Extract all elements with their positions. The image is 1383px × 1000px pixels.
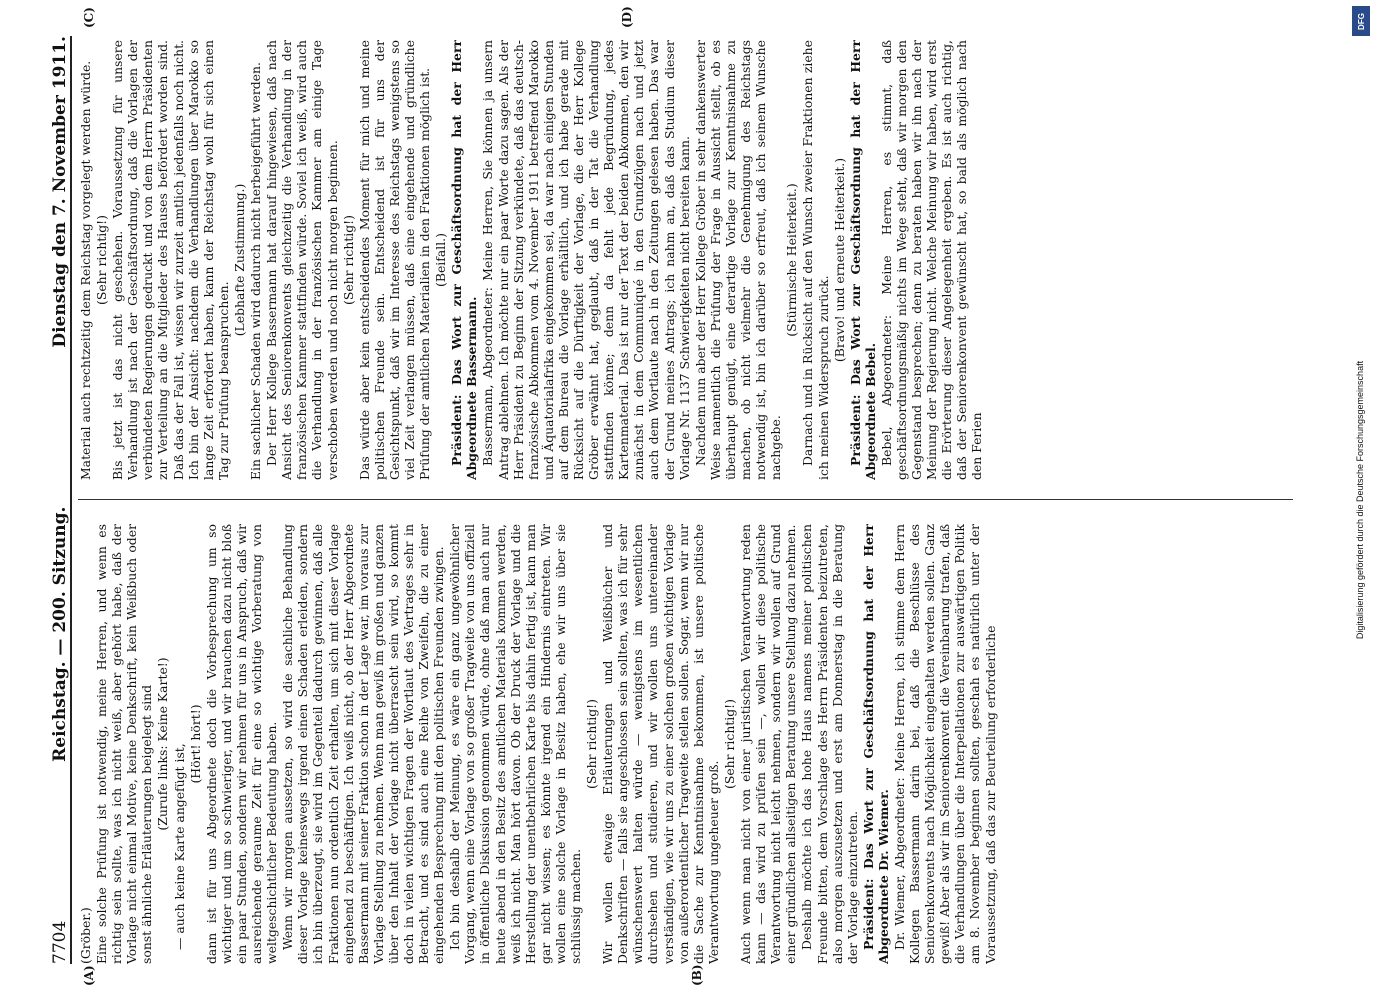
paragraph: (Beifall.) — [433, 233, 449, 287]
right-text-column — [78, 40, 1293, 480]
paragraph: Wir wollen etwaige Erläuterungen und Weißbücher und Denkschriften — falls sie angeschlossen sein sollten, was ich für sehr wünschenswert halten würde — wenigstens im wesentlichen durchsehen und studieren, und wir wollen uns untereinander verständigen, wie wir uns zu einer solchen großen wichtigen Vorlage von außerordentlicher Tragweite stellen sollen. Sogar, wenn wir nur die Sache zur Kenntnisnahme bekommen, ist unsere politische Verantwortung ungeheuer groß. — [600, 524, 721, 964]
header-left-title: Reichstag. — 200. Sitzung. — [50, 506, 70, 762]
paragraph: Ein sachlicher Schaden wird dadurch nicht herbeigeführt werden. — [248, 62, 264, 480]
paragraph: Präsident: Das Wort zur Geschäftsordnung hat der Herr Abgeordnete Bassermann. — [449, 40, 480, 480]
paragraph: (Hört! hört!) — [187, 704, 203, 784]
paragraph: Wenn wir morgen aussetzen, so wird die sachliche Behandlung dieser Vorlage keineswegs irgend einen Schaden erleiden, sondern ich bin überzeugt, sie wird im Gegenteil dadurch gewinnen, daß alle Fraktionen nun ordentlich Zeit erhalten, um sich mit dieser Vorlage eingehend zu beschäftigen. Ich weiß nicht, ob der Herr Abgeordnete Bassermann mit seiner Fraktion schon in der Lage war, im voraus zur Vorlage Stellung zu nehmen. Wenn man gewiß im großen und ganzen über den Inhalt der Vorlage nicht überrascht sein wird, so kommt doch in vielen wichtigen Fragen der Wortlaut des Vertrages sehr in Betracht, und es sind auch eine Reihe von Zweifeln, die zu einer eingehenden Besprechung mit den politischen Freunden zwingen. — [280, 524, 447, 964]
paragraph: Bebel, Abgeordneter: Meine Herren, es stimmt, daß geschäftsordnungsmäßig nichts im Wege steht, daß wir morgen den Gegenstand besprechen; denn zu beraten haben wir ihn nach der Meinung der Regierung nicht. Welche Meinung wir haben, wird erst die Erörterung dieser Angelegenheit ergeben. Es ist auch richtig, daß der Seniorenkonvent gewünscht hat, so bald als möglich nach den Ferien — [878, 40, 985, 480]
paragraph: Ich bin deshalb der Meinung, es wäre ein ganz ungewöhnlicher Vorgang, wenn eine Vorlage von so großer Tragweite von uns offiziell in öffentliche Diskussion genommen würde, ohne daß man auch nur heute abend in den Besitz des amtlichen Materials kommen werden, weiß ich nicht. Man hört davon. Ob der Druck der Vorlage und die Herstellung der unentbehrlichen Karte bis dahin fertig ist, kann man gar nicht wissen; es könnte irgend ein Hindernis eintreten. Wir wollen eine solche Vorlage in Besitz haben, ehe wir uns über sie schlüssig machen. — [447, 524, 583, 964]
paragraph: (Stürmische Heiterkeit.) — [784, 183, 800, 337]
paragraph: Dr. Wiemer, Abgeordneter: Meine Herren, ich stimme dem Herrn Kollegen Bassermann darin bei, daß die Beschlüsse des Seniorenkonvents nach Möglichkeit eingehalten werden sollen. Ganz gewiß! Aber als wir im Seniorenkonvent die Vereinbarung trafen, daß die Verhandlungen über die Interpellationen zur auswärtigen Politik am 8. November beginnen sollten, geschah es natürlich unter der Voraussetzung, daß das zur Beurteilung erforderliche — [891, 524, 998, 964]
digitization-note: Digitalisierung gefördert durch die Deutsche Forschungsgemeinschaft — [1355, 360, 1365, 640]
dfg-logo — [1352, 6, 1370, 36]
paragraph: Präsident: Das Wort zur Geschäftsordnung hat der Herr Abgeordnete Bebel. — [847, 40, 878, 480]
paragraph: (Sehr richtig!) — [340, 215, 356, 305]
header-right-title: Dienstag den 7. November 1911. — [50, 36, 70, 348]
digitization-strip — [1350, 0, 1370, 1000]
paragraph: Darnach und in Rücksicht auf den Wunsch zweier Fraktionen ziehe ich meinen Widerspruch zurück. — [800, 40, 831, 480]
paragraph: Der Herr Kollege Bassermann hat darauf hingewiesen, daß nach Ansicht des Seniorenkonvents gleichzeitig die Verhandlung in der französischen Kammer stattfinden würde. Soviel ich weiß, wird auch die Verhandlung in der französischen Kammer am einige Tage verschoben werden und noch nicht morgen beginnen. — [264, 40, 340, 480]
margin-mark-c: (C) — [82, 7, 96, 28]
paragraph: (Sehr richtig!) — [584, 699, 600, 789]
paragraph: Präsident: Das Wort zur Geschäftsordnung hat der Herr Abgeordnete Dr. Wiemer. — [860, 524, 891, 964]
paragraph: (Sehr richtig!) — [721, 699, 737, 789]
paragraph: Deshalb möchte ich das hohe Haus namens meiner politischen Freunde bitten, dem Vorschlage des Herrn Präsidenten beizutreten, also morgen auszusetzen und erst am Donnerstag in die Beratung der Vorlage einzutreten. — [799, 524, 860, 964]
paragraph: Auch wenn man nicht von einer juristischen Verantwortung reden kann — das wird zu prüfen sein —, wollen wir diese politische Verantwortung nicht leicht nehmen, sondern wir wollen auf Grund einer gründlichen allseitigen Beratung unsere Stellung dazu nehmen. — [738, 524, 799, 964]
paragraph: Eine solche Prüfung ist notwendig, meine Herren, und wenn es richtig sein sollte, was ich nicht weiß, aber gehört habe, daß der Vorlage nicht einmal Motive, keine Denkschrift, kein Weißbuch oder sonst ähnliche Erläuterungen beigelegt sind — [94, 524, 155, 964]
paragraph: dann ist für uns Abgeordnete doch die Vorbesprechung um so wichtiger und um so schwieriger, und wir brauchen dazu nicht bloß ein paar Stunden, sondern wir nehmen für uns in Anspruch, daß wir ausreichende geraume Zeit für eine so wichtige Vorberatung von weltgeschichtlicher Bedeutung haben. — [203, 524, 280, 964]
paragraph: Nachdem nun aber der Herr Kollege Gröber in sehr dankenswerter Weise namentlich die Prüfung der Frage in Aussicht stellt, ob es überhaupt genügt, eine derartige Vorlage zur Kenntnisnahme zu machen, ob nicht vielmehr die Genehmigung des Reichstags notwendig ist, bin ich darüber so erfreut, daß ich seinem Wunsche nachgebe. — [692, 40, 784, 480]
paragraph: Das würde aber kein entscheidendes Moment für mich und meine politischen Freunde sein. Entscheidend ist für uns der Gesichtspunkt, daß wir im Interesse des Reichstags wenigstens so viel Zeit verlangen müssen, daß eine eingehende und gründliche Prüfung der amtlichen Materialien in den Fraktionen möglich ist. — [356, 40, 433, 480]
paragraph: (Zurufe links: Keine Karte!) — [155, 657, 171, 831]
paragraph: (Gröber.) — [78, 907, 93, 964]
paragraph: Material auch rechtzeitig dem Reichstag vorgelegt werden würde. — [78, 60, 93, 480]
paragraph: — auch keine Karte angefügt ist, — [171, 743, 187, 950]
paragraph: Bis jetzt ist das nicht geschehen. Voraussetzung für unsere Verhandlung ist nach der Geschäftsordnung, daß die Vorlagen der verbündeten Regierungen gedruckt und von dem Herrn Präsidenten zur Verteilung an die Mitglieder des Hauses befördert worden sind. Daß das der Fall ist, wissen wir zurzeit amtlich jedenfalls noch nicht. Ich bin der Ansicht: nachdem die Verhandlungen über Marokko so lange Zeit erfordert haben, kann der Reichstag wohl für sich einen Tag zur Prüfung beanspruchen. — [110, 40, 231, 480]
left-text-column — [78, 524, 1293, 964]
column-divider — [78, 499, 1293, 500]
paragraph: (Sehr richtig!) — [94, 215, 110, 305]
margin-mark-a: (A) — [82, 965, 96, 986]
dfg-logo-text: DFG — [1356, 12, 1366, 30]
margin-mark-d: (D) — [620, 6, 634, 28]
page-number: 7704 — [50, 920, 70, 964]
paragraph: Bassermann, Abgeordneter: Meine Herren, Sie können ja unsern Antrag ablehnen. Ich möchte nur ein paar Worte dazu sagen. Als der Herr Präsident zu Beginn der Sitzung verkündete, daß das deutsch-französische Abkommen vom 4. November 1911 betreffend Marokko und Äquatorialafrika eingekommen sei, da war nach einigen Stunden auf dem Bureau die Vorlage erhältlich, und ich habe gerade mit Rücksicht auf die Dürftigkeit der Vorlage, die der Herr Kollege Gröber erwähnt hat, geglaubt, daß in der Tat die Verhandlung stattfinden könne; denn da fehlt jede Begründung, jedes Kartenmaterial. Das ist nur der Text der beiden Abkommen, den wir zunächst in dem Communiqué in den Grundzügen nach und jetzt auch dem Wortlaute nach in den Zeitungen gelesen haben. Das war der Grund meines Antrags; ich nahm an, daß das Studium dieser Vorlage Nr. 1137 Schwierigkeiten nicht bereiten kann. — [480, 40, 692, 480]
margin-mark-b: (B) — [690, 964, 704, 986]
page-header — [40, 36, 72, 964]
paragraph: (Bravo! und erneute Heiterkeit.) — [831, 157, 847, 363]
paragraph: (Lebhafte Zustimmung.) — [231, 183, 247, 337]
